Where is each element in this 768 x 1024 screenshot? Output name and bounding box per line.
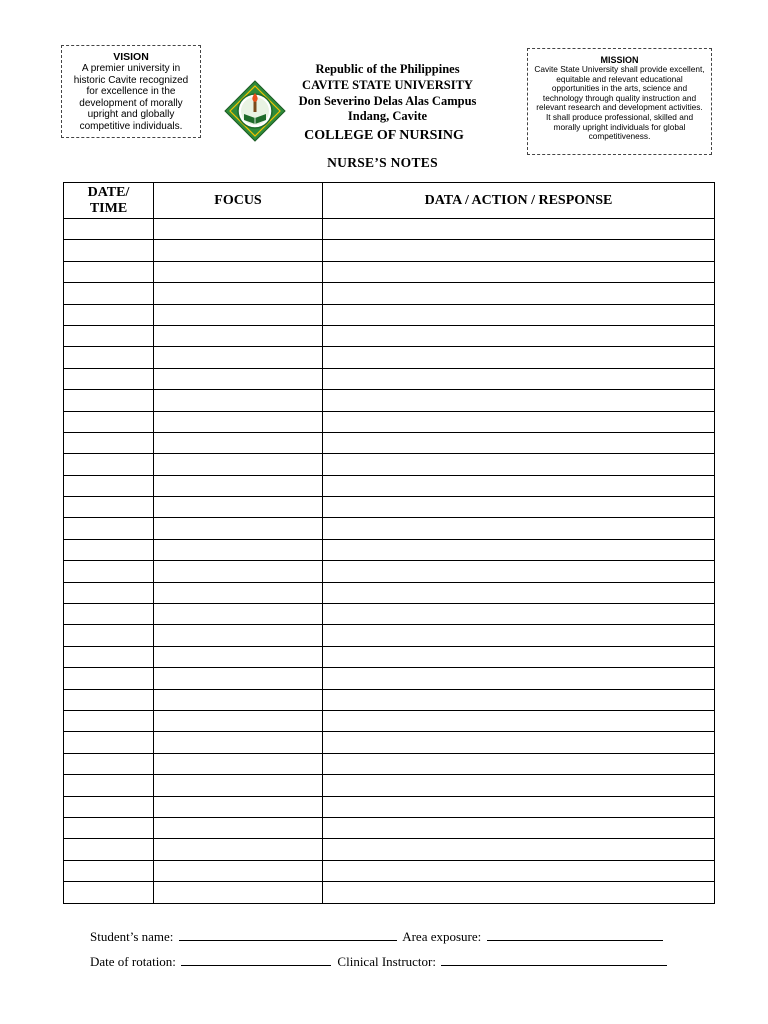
- mission-heading: MISSION: [600, 55, 639, 65]
- table-row: [64, 817, 715, 838]
- date-time-cell[interactable]: [64, 839, 154, 860]
- focus-cell[interactable]: [154, 582, 323, 603]
- data-action-response-cell[interactable]: [323, 625, 715, 646]
- focus-cell[interactable]: [154, 753, 323, 774]
- table-row: [64, 646, 715, 667]
- data-action-response-cell[interactable]: [323, 368, 715, 389]
- focus-cell[interactable]: [154, 219, 323, 240]
- table-row: [64, 497, 715, 518]
- date-time-cell[interactable]: [64, 710, 154, 731]
- table-row: [64, 753, 715, 774]
- data-action-response-cell[interactable]: [323, 518, 715, 539]
- student-name-label: Student’s name:: [90, 929, 174, 944]
- table-row: [64, 261, 715, 282]
- table-row: [64, 518, 715, 539]
- focus-cell[interactable]: [154, 668, 323, 689]
- table-row: [64, 539, 715, 560]
- table-row: [64, 475, 715, 496]
- vision-box: [61, 45, 201, 138]
- data-action-response-cell[interactable]: [323, 240, 715, 261]
- data-action-response-cell[interactable]: [323, 775, 715, 796]
- table-row: [64, 561, 715, 582]
- data-action-response-cell[interactable]: [323, 261, 715, 282]
- date-time-cell[interactable]: [64, 646, 154, 667]
- mission-box: [527, 48, 712, 155]
- area-exposure-field[interactable]: [487, 929, 663, 941]
- date-time-cell[interactable]: [64, 411, 154, 432]
- table-row: [64, 882, 715, 903]
- date-time-cell[interactable]: [64, 625, 154, 646]
- date-time-cell[interactable]: [64, 368, 154, 389]
- table-row: [64, 240, 715, 261]
- table-row: [64, 411, 715, 432]
- date-time-cell[interactable]: [64, 796, 154, 817]
- clinical-instructor-field[interactable]: [441, 954, 667, 966]
- table-row: [64, 304, 715, 325]
- focus-cell[interactable]: [154, 497, 323, 518]
- focus-cell[interactable]: [154, 561, 323, 582]
- data-action-response-cell[interactable]: [323, 411, 715, 432]
- data-action-response-cell[interactable]: [323, 432, 715, 453]
- data-action-response-cell[interactable]: [323, 796, 715, 817]
- column-header-date-time: DATE/ TIME: [64, 183, 154, 219]
- data-action-response-cell[interactable]: [323, 710, 715, 731]
- student-name-field[interactable]: [179, 929, 397, 941]
- table-row: [64, 668, 715, 689]
- data-action-response-cell[interactable]: [323, 475, 715, 496]
- focus-cell[interactable]: [154, 860, 323, 881]
- table-row: [64, 347, 715, 368]
- date-time-cell[interactable]: [64, 454, 154, 475]
- table-row: [64, 325, 715, 346]
- focus-cell[interactable]: [154, 689, 323, 710]
- data-action-response-cell[interactable]: [323, 668, 715, 689]
- focus-cell[interactable]: [154, 390, 323, 411]
- focus-cell[interactable]: [154, 454, 323, 475]
- data-action-response-cell[interactable]: [323, 325, 715, 346]
- column-header-focus: FOCUS: [154, 183, 323, 219]
- date-of-rotation-label: Date of rotation:: [90, 954, 176, 969]
- date-time-cell[interactable]: [64, 775, 154, 796]
- focus-cell[interactable]: [154, 347, 323, 368]
- header-campus: Don Severino Delas Alas Campus: [298, 94, 477, 108]
- data-action-response-cell[interactable]: [323, 582, 715, 603]
- date-time-cell[interactable]: [64, 390, 154, 411]
- table-row: [64, 710, 715, 731]
- data-action-response-cell[interactable]: [323, 219, 715, 240]
- focus-cell[interactable]: [154, 646, 323, 667]
- table-row: [64, 796, 715, 817]
- data-action-response-cell[interactable]: [323, 839, 715, 860]
- table-row: [64, 775, 715, 796]
- date-time-cell[interactable]: [64, 219, 154, 240]
- table-row: [64, 582, 715, 603]
- table-row: [64, 390, 715, 411]
- table-row: [64, 432, 715, 453]
- data-action-response-cell[interactable]: [323, 283, 715, 304]
- date-time-cell[interactable]: [64, 668, 154, 689]
- focus-cell[interactable]: [154, 882, 323, 903]
- header-republic: Republic of the Philippines: [315, 62, 460, 76]
- data-action-response-cell[interactable]: [323, 860, 715, 881]
- data-action-response-cell[interactable]: [323, 732, 715, 753]
- table-row: [64, 454, 715, 475]
- footer-line-1: [90, 929, 666, 945]
- data-action-response-cell[interactable]: [323, 390, 715, 411]
- focus-cell[interactable]: [154, 817, 323, 838]
- focus-cell[interactable]: [154, 240, 323, 261]
- date-time-cell[interactable]: [64, 604, 154, 625]
- column-header-data-action-response: DATA / ACTION / RESPONSE: [323, 183, 715, 219]
- date-time-cell[interactable]: [64, 561, 154, 582]
- table-row: [64, 368, 715, 389]
- data-action-response-cell[interactable]: [323, 497, 715, 518]
- date-time-cell[interactable]: [64, 582, 154, 603]
- data-action-response-cell[interactable]: [323, 561, 715, 582]
- data-action-response-cell[interactable]: [323, 817, 715, 838]
- focus-cell[interactable]: [154, 411, 323, 432]
- focus-cell[interactable]: [154, 796, 323, 817]
- vision-heading: VISION: [113, 51, 149, 63]
- data-action-response-cell[interactable]: [323, 753, 715, 774]
- date-of-rotation-field[interactable]: [181, 954, 331, 966]
- date-time-cell[interactable]: [64, 860, 154, 881]
- area-exposure-label: Area exposure:: [402, 929, 482, 944]
- focus-cell[interactable]: [154, 625, 323, 646]
- table-row: [64, 604, 715, 625]
- date-time-cell[interactable]: [64, 475, 154, 496]
- table-row: [64, 283, 715, 304]
- date-time-cell[interactable]: [64, 261, 154, 282]
- focus-cell[interactable]: [154, 283, 323, 304]
- date-time-cell[interactable]: [64, 283, 154, 304]
- table-row: [64, 732, 715, 753]
- table-row: [64, 219, 715, 240]
- date-time-cell[interactable]: [64, 325, 154, 346]
- nurses-notes-table: [63, 182, 715, 904]
- focus-cell[interactable]: [154, 518, 323, 539]
- date-time-cell[interactable]: [64, 432, 154, 453]
- focus-cell[interactable]: [154, 539, 323, 560]
- header-location: Indang, Cavite: [347, 109, 428, 123]
- table-row: [64, 625, 715, 646]
- date-time-cell[interactable]: [64, 539, 154, 560]
- date-time-cell[interactable]: [64, 689, 154, 710]
- data-action-response-cell[interactable]: [323, 454, 715, 475]
- table-row: [64, 860, 715, 881]
- table-row: [64, 689, 715, 710]
- data-action-response-cell[interactable]: [323, 347, 715, 368]
- date-time-cell[interactable]: [64, 817, 154, 838]
- focus-cell[interactable]: [154, 839, 323, 860]
- focus-cell[interactable]: [154, 261, 323, 282]
- header-college: COLLEGE OF NURSING: [304, 128, 464, 143]
- focus-cell[interactable]: [154, 604, 323, 625]
- focus-cell[interactable]: [154, 325, 323, 346]
- table-row: [64, 839, 715, 860]
- clinical-instructor-label: Clinical Instructor:: [337, 954, 436, 969]
- date-time-cell[interactable]: [64, 753, 154, 774]
- focus-cell[interactable]: [154, 732, 323, 753]
- data-action-response-cell[interactable]: [323, 604, 715, 625]
- focus-cell[interactable]: [154, 710, 323, 731]
- vision-text: A premier university in historic Cavite recognized for excellence in the development of morally upright and globally competitive individuals.: [73, 63, 189, 132]
- focus-cell[interactable]: [154, 432, 323, 453]
- footer-line-2: [90, 954, 670, 970]
- date-time-cell[interactable]: [64, 304, 154, 325]
- mission-text: Cavite State University shall provide excellent, equitable and relevant educational opportunities in the arts, science and technology through quality instruction and relevant research and development activities. It shall produce professional, skilled and morally upright individuals for global competitiveness.: [534, 64, 705, 142]
- date-time-cell[interactable]: [64, 732, 154, 753]
- focus-cell[interactable]: [154, 304, 323, 325]
- focus-cell[interactable]: [154, 368, 323, 389]
- table-body: [64, 219, 715, 904]
- date-time-cell[interactable]: [64, 882, 154, 903]
- date-time-cell[interactable]: [64, 347, 154, 368]
- university-seal-icon: [224, 80, 286, 142]
- data-action-response-cell[interactable]: [323, 539, 715, 560]
- data-action-response-cell[interactable]: [323, 646, 715, 667]
- date-time-cell[interactable]: [64, 497, 154, 518]
- date-time-cell[interactable]: [64, 518, 154, 539]
- date-time-cell[interactable]: [64, 240, 154, 261]
- data-action-response-cell[interactable]: [323, 304, 715, 325]
- data-action-response-cell[interactable]: [323, 882, 715, 903]
- form-title: NURSE’S NOTES: [327, 155, 438, 170]
- header-university: CAVITE STATE UNIVERSITY: [302, 78, 473, 92]
- focus-cell[interactable]: [154, 775, 323, 796]
- table-header-row: [64, 183, 715, 219]
- data-action-response-cell[interactable]: [323, 689, 715, 710]
- focus-cell[interactable]: [154, 475, 323, 496]
